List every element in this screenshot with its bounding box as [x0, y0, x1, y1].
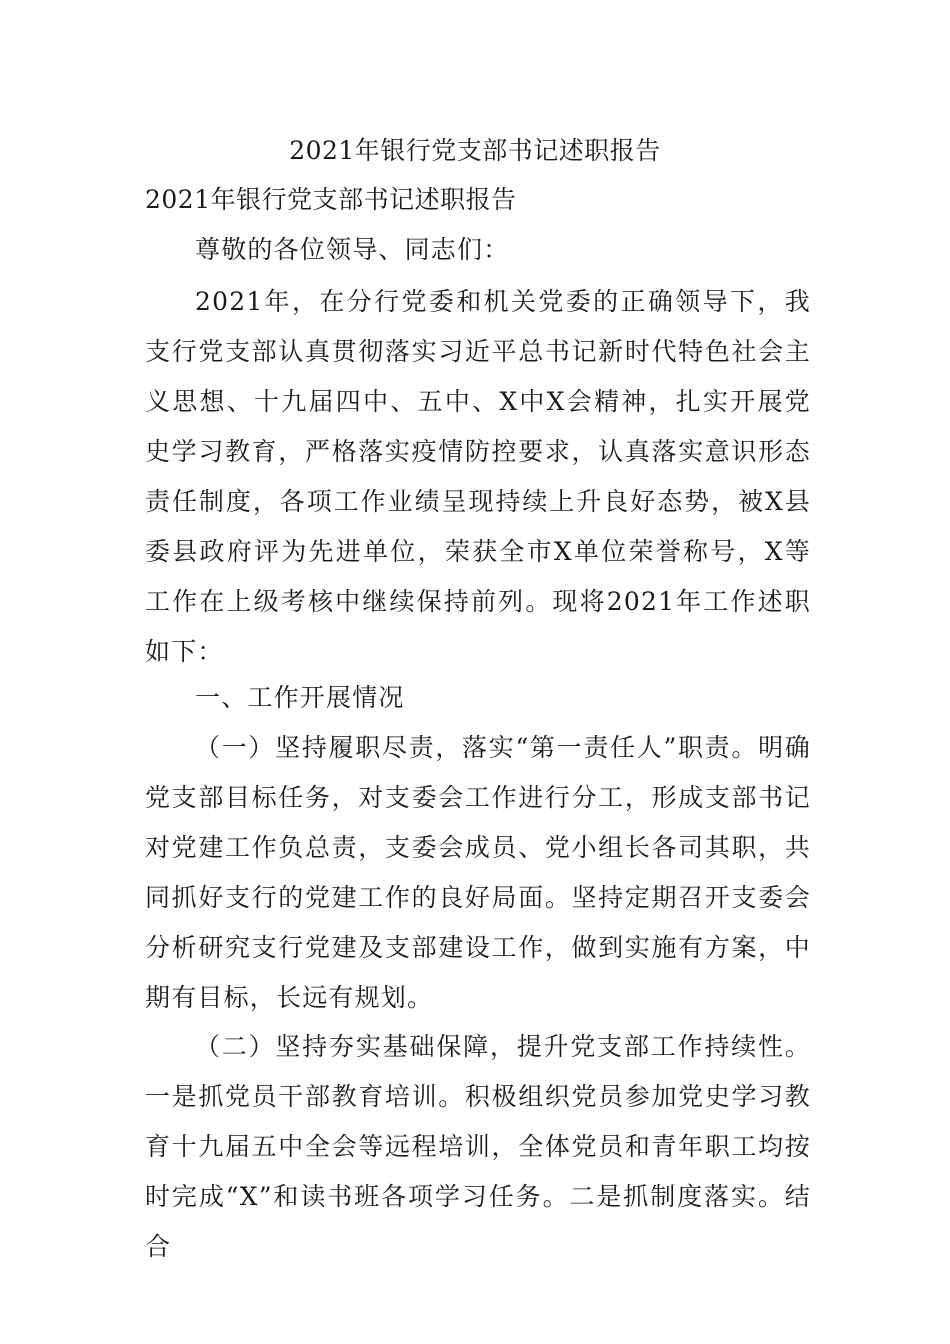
section-heading: 一、工作开展情况 — [195, 683, 405, 712]
paragraph-2: （二）坚持夯实基础保障，提升党支部工作持续性。一是抓党员干部教育培训。积极组织党员参加党史学习教育十九届五中全会等远程培训，全体党员和青年职工均按时完成“X”和读书班各项学习任务。二是抓制度落实。结合 — [145, 1032, 811, 1261]
intro-paragraph: 2021年，在分行党委和机关党委的正确领导下，我支行党支部认真贯彻落实习近平总书记新时代特色社会主义思想、十九届四中、五中、X中X会精神，扎实开展党史学习教育，严格落实疫情防控要求，认真落实意识形态责任制度，各项工作业绩呈现持续上升良好态势，被X县委县政府评为先进单位，荣获全市X单位荣誉称号，X等工作在上级考核中继续保持前列。现将2021年工作述职如下： — [145, 287, 811, 666]
greeting: 尊敬的各位领导、同志们： — [195, 235, 510, 264]
document-title: 2021年银行党支部书记述职报告 — [289, 136, 661, 165]
document-subtitle: 2021年银行党支部书记述职报告 — [145, 185, 517, 214]
paragraph-1: （一）坚持履职尽责，落实“第一责任人”职责。明确党支部目标任务，对支委会工作进行分工，形成支部书记对党建工作负总责，支委会成员、党小组长各司其职，共同抓好支行的党建工作的良好局面。坚持定期召开支委会分析研究支行党建及支部建设工作，做到实施有方案，中期有目标，长远有规划。 — [145, 733, 811, 1012]
